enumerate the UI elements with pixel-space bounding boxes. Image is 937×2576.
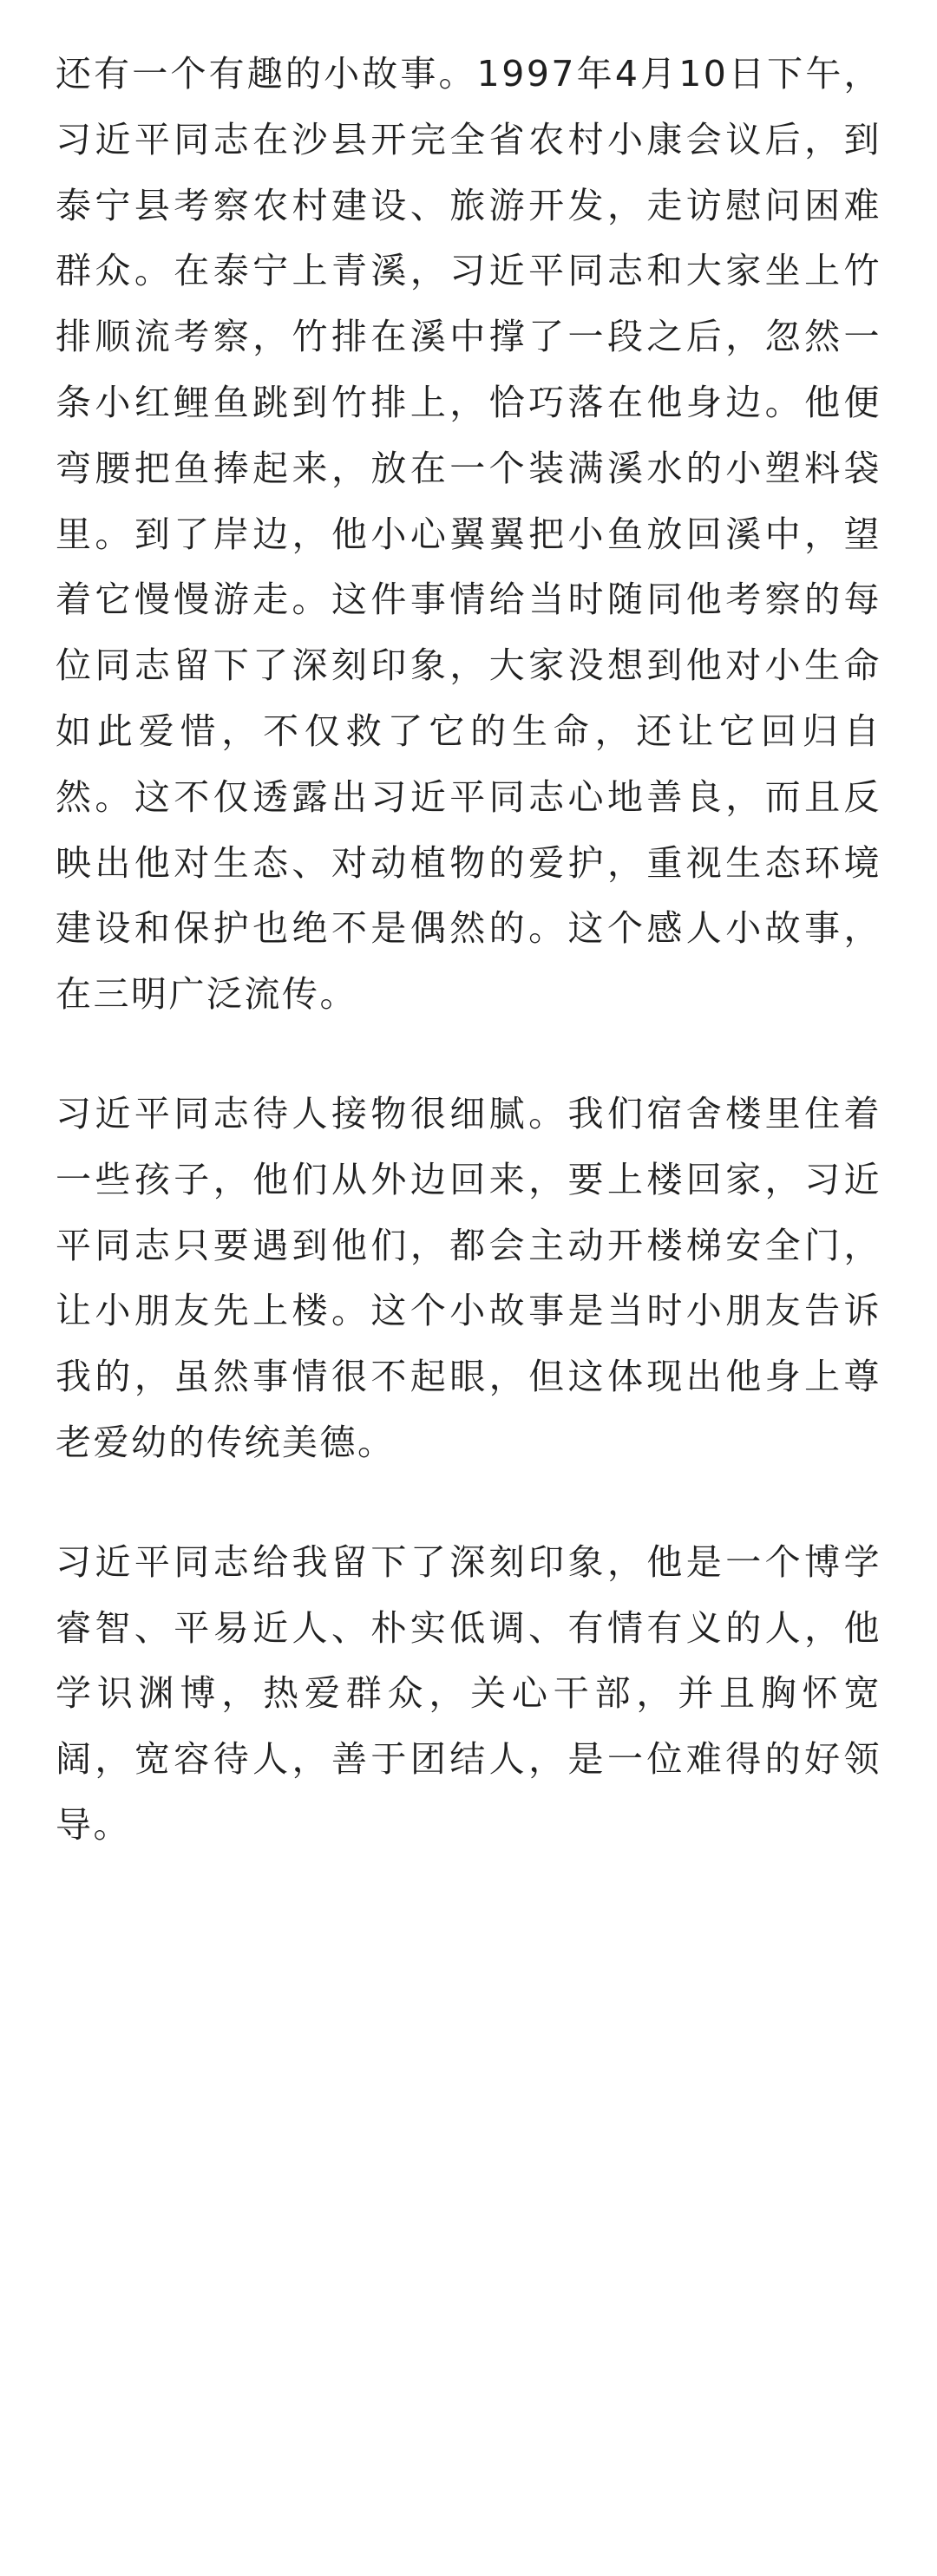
article-body bbox=[56, 42, 881, 1859]
paragraph-neighbor-children: 习近平同志待人接物很细腻。我们宿舍楼里住着一些孩子，他们从外边回来，要上楼回家，习近平同志只要遇到他们，都会主动开楼梯安全门，让小朋友先上楼。这个小故事是当时小朋友告诉我的，虽然事情很不起眼，但这体现出他身上尊老爱幼的传统美德。 bbox=[56, 1092, 881, 1463]
paragraph-impression: 习近平同志给我留下了深刻印象，他是一个博学睿智、平易近人、朴实低调、有情有义的人，他学识渊博，热爱群众，关心干部，并且胸怀宽阔，宽容待人，善于团结人，是一位难得的好领导。 bbox=[56, 1540, 881, 1846]
paragraph-fish-story: 还有一个有趣的小故事。1997年4月10日下午，习近平同志在沙县开完全省农村小康会议后，到泰宁县考察农村建设、旅游开发，走访慰问困难群众。在泰宁上青溪，习近平同志和大家坐上竹排顺流考察，竹排在溪中撑了一段之后，忽然一条小红鲤鱼跳到竹排上，恰巧落在他身边。他便弯腰把鱼捧起来，放在一个装满溪水的小塑料袋里。到了岸边，他小心翼翼把小鱼放回溪中，望着它慢慢游走。这件事情给当时随同他考察的每位同志留下了深刻印象，大家没想到他对小生命如此爱惜，不仅救了它的生命，还让它回归自然。这不仅透露出习近平同志心地善良，而且反映出他对生态、对动植物的爱护，重视生态环境建设和保护也绝不是偶然的。这个感人小故事，在三明广泛流传。 bbox=[56, 53, 881, 1016]
